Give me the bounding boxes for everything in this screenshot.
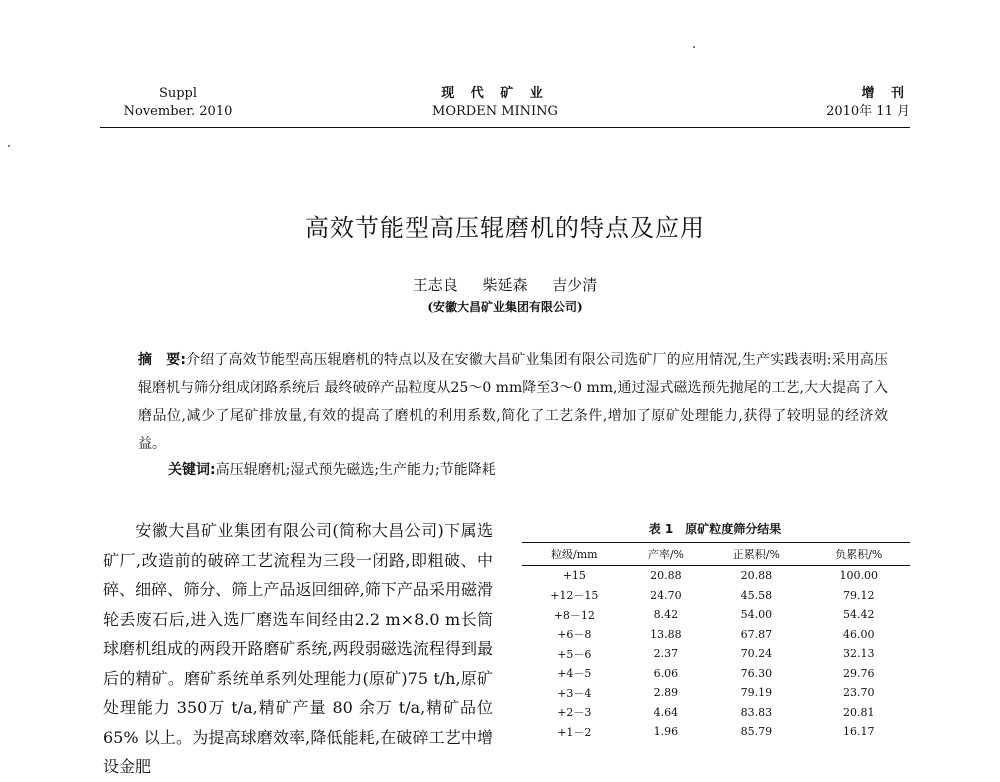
table-cell: +12－15 bbox=[550, 589, 599, 603]
author-name: 吉少清 bbox=[552, 276, 598, 294]
table-cell: 2.37 bbox=[653, 647, 679, 661]
table-row bbox=[522, 625, 910, 645]
table-caption: 表 1 原矿粒度筛分结果 bbox=[648, 522, 782, 536]
table-cell: +4－5 bbox=[557, 667, 592, 681]
table-cell: 54.00 bbox=[740, 608, 773, 622]
scan-speck bbox=[8, 145, 10, 147]
table-cell: 8.42 bbox=[653, 608, 679, 622]
table-cell: +15 bbox=[562, 569, 586, 583]
table-row bbox=[522, 703, 910, 723]
table-cell: 20.81 bbox=[843, 705, 875, 719]
table-cell: 67.87 bbox=[740, 627, 773, 641]
header-rule bbox=[100, 127, 910, 128]
table-cell: +3－4 bbox=[557, 686, 592, 700]
issue-date-chinese: 2010年 11 月 bbox=[826, 104, 910, 119]
table-cell: 70.24 bbox=[740, 647, 773, 661]
table-cell: 6.06 bbox=[653, 666, 679, 680]
table-cell: 1.96 bbox=[653, 725, 679, 739]
table-row bbox=[522, 644, 910, 664]
column-header: 粒级/mm bbox=[522, 543, 627, 566]
table-row bbox=[522, 683, 910, 703]
header-center bbox=[420, 85, 570, 121]
header-left bbox=[103, 85, 253, 121]
column-header: 负累积/% bbox=[808, 543, 910, 566]
table-cell: +5－6 bbox=[557, 647, 592, 661]
table-row bbox=[522, 586, 910, 606]
author-list bbox=[100, 274, 910, 295]
table-cell: 76.30 bbox=[740, 666, 773, 680]
body-paragraph bbox=[103, 516, 493, 782]
table-header-row bbox=[522, 543, 910, 566]
table-cell: 24.70 bbox=[650, 588, 682, 602]
scan-speck bbox=[693, 46, 695, 48]
author-name: 柴延森 bbox=[482, 276, 528, 294]
table-cell: 46.00 bbox=[843, 627, 875, 641]
table-cell: +2－3 bbox=[557, 706, 592, 720]
author-name: 王志良 bbox=[412, 276, 458, 294]
table-cell: 4.64 bbox=[653, 705, 679, 719]
journal-name-chinese: 现 代 矿 业 bbox=[441, 86, 549, 101]
column-header: 正累积/% bbox=[705, 543, 807, 566]
abstract-label: 摘 要: bbox=[138, 352, 186, 368]
author-affiliation: (安徽大昌矿业集团有限公司) bbox=[427, 300, 583, 314]
supplement-label-chinese: 增 刊 bbox=[861, 86, 910, 101]
screening-results-table bbox=[522, 542, 910, 742]
header-right bbox=[810, 85, 910, 121]
table-cell: 32.13 bbox=[843, 647, 875, 661]
table-cell: 29.76 bbox=[843, 666, 875, 680]
table-cell: 100.00 bbox=[839, 569, 879, 583]
keywords-text: 高压辊磨机;湿式预先磁选;生产能力;节能降耗 bbox=[215, 462, 496, 478]
table-row bbox=[522, 605, 910, 625]
table-row bbox=[522, 664, 910, 684]
table-cell: 85.79 bbox=[740, 725, 773, 739]
table-cell: 79.19 bbox=[740, 686, 773, 700]
table-cell: 79.12 bbox=[843, 588, 875, 602]
table-row bbox=[522, 722, 910, 742]
keywords-label: 关键词: bbox=[168, 462, 216, 478]
table-cell: 54.42 bbox=[843, 608, 875, 622]
journal-supplement-label: Suppl bbox=[158, 86, 198, 101]
abstract bbox=[138, 346, 888, 458]
article-title: 高效节能型高压辊磨机的特点及应用 bbox=[305, 214, 705, 242]
table-cell: 45.58 bbox=[740, 588, 773, 602]
table-cell: +8－12 bbox=[553, 608, 595, 622]
table-cell: 20.88 bbox=[650, 569, 682, 583]
abstract-text: 介绍了高效节能型高压辊磨机的特点以及在安徽大昌矿业集团有限公司选矿厂的应用情况,生产实践表明:采用高压辊磨机与筛分组成闭路系统后 最终破碎产品粒度从25～0 mm降至3～0 mm,通过湿式磁选预先抛尾的工艺,大大提高了入磨品位,减少了尾矿排放量,有效的提高了磨机的利用系数,简化了工艺条件,增加了原矿处理能力,获得了较明显的经济效益。 bbox=[138, 352, 888, 452]
table-cell: 23.70 bbox=[843, 686, 875, 700]
table-cell: 2.89 bbox=[653, 686, 679, 700]
table-cell: 20.88 bbox=[740, 569, 773, 583]
table-row bbox=[522, 566, 910, 586]
keywords bbox=[168, 459, 868, 481]
table-cell: 16.17 bbox=[843, 725, 875, 739]
journal-name-english: MORDEN MINING bbox=[432, 104, 558, 119]
table-cell: 83.83 bbox=[740, 705, 773, 719]
body-paragraph-text: 安徽大昌矿业集团有限公司(简称大昌公司)下属选矿厂,改造前的破碎工艺流程为三段一闭路,即粗破、中碎、细碎、筛分、筛上产品返回细碎,筛下产品采用磁滑轮丢废石后,进入选厂磨选车间经由2.2 m×8.0 m长筒球磨机组成的两段开路磨矿系统,两段弱磁选流程得到最后的精矿。磨矿系统单系列处理能力(原矿)75 t/h,原矿处理能力 350万 t/a,精矿产量 80 余万 t/a,精矿品位 65% 以上。为提高球磨效率,降低能耗,在破碎工艺中增设金肥 bbox=[103, 521, 493, 776]
table-cell: +1－2 bbox=[557, 725, 592, 739]
issue-date-english: November. 2010 bbox=[123, 104, 233, 119]
column-header: 产率/% bbox=[627, 543, 706, 566]
table-cell: +6－8 bbox=[557, 628, 592, 642]
table-cell: 13.88 bbox=[650, 627, 682, 641]
